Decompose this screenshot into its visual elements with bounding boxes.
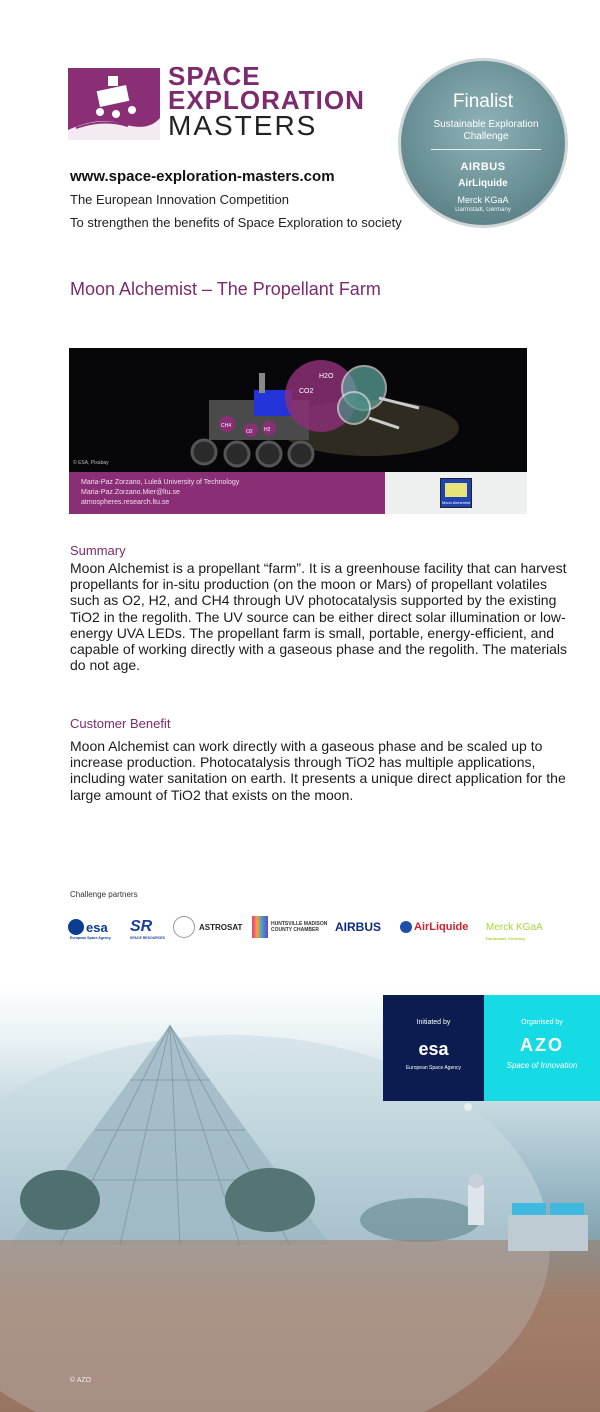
molecule-ch4: CH4 [221, 423, 232, 429]
astronaut-icon [468, 1185, 484, 1225]
project-banner [69, 348, 527, 514]
logo-line-exploration: EXPLORATION [168, 85, 365, 115]
banner-email[interactable]: Maria-Paz.Zorzano.Mier@ltu.se [81, 489, 180, 496]
molecule-o2: O2 [246, 429, 253, 435]
banner-author: Maria-Paz Zorzano, Luleå University of Technology [81, 479, 240, 486]
partner-esa-sub: European Space Agency [70, 936, 111, 940]
partner-airbus-logo [335, 912, 381, 942]
challenge-partners-label: Challenge partners [70, 890, 138, 899]
footer-copyright: © AZO [70, 1377, 92, 1384]
partner-merck-name: Merck KGaA [486, 921, 543, 933]
partner-airbus-name: AIRBUS [335, 920, 382, 934]
space-exploration-masters-logo-mark [68, 68, 160, 140]
huntsville-mark-icon [252, 916, 268, 938]
initiated-org-name: esa [418, 1039, 449, 1059]
customer-benefit-text: Moon Alchemist can work directly with a gaseous phase and be scaled up to increase production. Photocatalysis through TiO2 has multiple applications, including water sanitation on earth. It presents a unique direct application for the large amount of TiO2 that exists on the moon. [70, 738, 566, 803]
banner-logo-panel [385, 472, 527, 514]
partner-airliquide-logo [400, 912, 468, 942]
moon-alchemist-logo [440, 478, 472, 508]
molecule-h2o: H2O [319, 373, 334, 380]
summary-text: Moon Alchemist is a propellant “farm”. It is a greenhouse facility that can harvest propellants for in-situ production (on the moon or Mars) of propellant volatiles such as O2, H2, and CH4 through UV photocatalysis supported by the existing TiO2 in the regolith. The UV source can be either direct solar illumination or low-energy UVA LEDs. The propellant farm is small, portable, energy-efficient, and capable of working directly with a gaseous phase and the regolith. The materials do not age. [70, 560, 568, 674]
project-title: Moon Alchemist – The Propellant Farm [70, 279, 381, 299]
organised-org-sub: Space of Innovation [506, 1061, 578, 1070]
initiated-org-sub: European Space Agency [405, 1065, 462, 1071]
badge-partner-airbus: AIRBUS [460, 161, 506, 173]
badge-partner-merck: Merck KGaA [457, 195, 509, 205]
partner-sr-name: SR [130, 918, 153, 935]
molecule-co2: CO2 [299, 388, 314, 395]
logo-line-space: SPACE [168, 61, 261, 91]
badge-partner-airliquide: AirLiquide [458, 178, 508, 189]
partner-merck-sub: Darmstadt, Germany [486, 936, 526, 941]
summary-heading: Summary [70, 543, 126, 558]
molecule-h2: H2 [264, 427, 271, 433]
partner-huntsville-name: HUNTSVILLE MADISON COUNTY CHAMBER [271, 921, 328, 933]
banner-contact-bar [69, 472, 385, 514]
initiated-by-esa-panel [383, 995, 484, 1101]
partner-huntsville-logo [252, 912, 329, 942]
partner-astrosat-name: ASTROSAT [199, 922, 243, 932]
esa-circle-icon [68, 919, 84, 935]
banner-illustration [69, 348, 527, 472]
finalist-badge [398, 58, 568, 228]
moon-alchemist-logo-icon [445, 483, 467, 497]
footer-scene [0, 985, 600, 1412]
partner-airliquide-name: AirLiquide [414, 921, 469, 933]
badge-subtitle: Sustainable Exploration Challenge [433, 119, 539, 142]
badge-partner-merck-location: Darmstadt, Germany [455, 207, 511, 213]
partner-esa-name: esa [86, 919, 108, 935]
website-link[interactable]: www.space-exploration-masters.com [70, 168, 335, 185]
rover-illustration [69, 348, 527, 472]
tagline-competition: The European Innovation Competition [70, 192, 289, 207]
logo-line-masters: MASTERS [168, 110, 318, 141]
badge-title: Finalist [452, 91, 514, 112]
astrosat-ring-icon [173, 916, 195, 938]
partner-merck-logo [486, 912, 543, 942]
banner-website[interactable]: atmospheres.research.ltu.se [81, 499, 170, 506]
partner-sr-logo [130, 912, 165, 942]
partner-sr-sub: SPACE RESOURCES [130, 936, 165, 940]
airliquide-mark-icon [400, 921, 412, 933]
tagline-mission: To strengthen the benefits of Space Exploration to society [70, 215, 402, 230]
customer-benefit-heading: Customer Benefit [70, 716, 171, 731]
logo-wordmark [168, 61, 388, 141]
partner-esa-logo [68, 912, 111, 942]
badge-divider [431, 149, 541, 150]
partner-astrosat-logo [173, 912, 242, 942]
banner-image-credit: © ESA, Pixabay [73, 460, 109, 466]
moon-alchemist-logo-label: Moon Alchemist [441, 500, 471, 505]
organised-by-label: Organised by [521, 1019, 563, 1026]
organised-by-azo-panel [484, 995, 600, 1101]
organised-org-name: AZO [520, 1035, 564, 1055]
initiated-by-label: Initiated by [416, 1019, 451, 1026]
